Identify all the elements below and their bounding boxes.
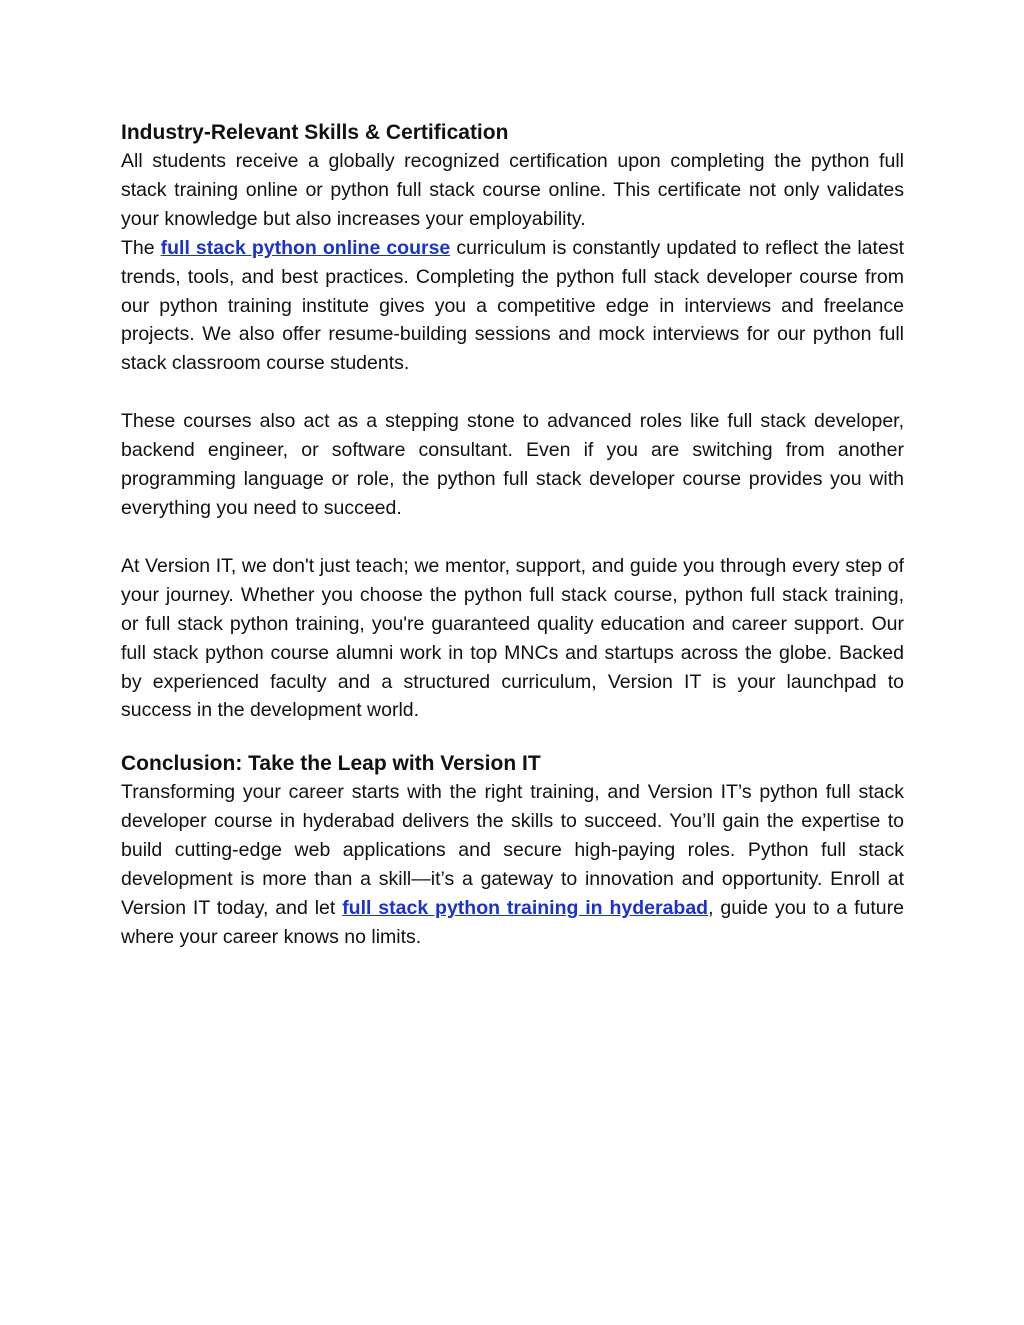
full-stack-python-training-hyderabad-link[interactable]: full stack python training in hyderabad: [342, 896, 709, 919]
paragraph-spacer: [121, 725, 904, 749]
paragraph-curriculum: [121, 234, 904, 379]
paragraph-stepping-stone: These courses also act as a stepping stone to advanced roles like full stack developer, backend engineer, or software consultant. Even if you are switching from another programming language or role, the python full stack developer course provides you with everything you need to succeed.: [121, 410, 904, 519]
paragraph-version-it: At Version IT, we don't just teach; we mentor, support, and guide you through every step of your journey. Whether you choose the python full stack course, python full stack training, or full stack python training, you're guaranteed quality education and career support. Our full stack python course alumni work in top MNCs and startups across the globe. Backed by experienced faculty and a structured curriculum, Version IT is your launchpad to success in the development world.: [121, 554, 904, 722]
full-stack-python-online-course-link[interactable]: full stack python online course: [160, 236, 451, 259]
paragraph-spacer: [121, 378, 904, 407]
paragraph-conclusion-suffix: , guide you to a future where your career knows no limits.: [121, 896, 904, 948]
paragraph-curriculum-prefix: The: [121, 236, 161, 259]
document-page: [121, 118, 904, 952]
paragraph-conclusion: [121, 778, 904, 951]
section-heading-skills: Industry-Relevant Skills & Certification: [121, 121, 509, 144]
paragraph-curriculum-suffix: curriculum is constantly updated to reflect the latest trends, tools, and best practices. Completing the python full stack developer course from our python training institute gives you a competitive edge in interviews and freelance projects. We also offer resume-building sessions and mock interviews for our python full stack classroom course students.: [121, 236, 904, 375]
paragraph-conclusion-prefix: Transforming your career starts with the right training, and Version IT’s python full stack developer course in hyderabad delivers the skills to succeed. You’ll gain the expertise to build cutting-edge web applications and secure high-paying roles. Python full stack development is more than a skill—it’s a gateway to innovation and opportunity. Enroll at Version IT today, and let: [121, 781, 904, 919]
paragraph-certification: All students receive a globally recognized certification upon completing the python full stack training online or python full stack course online. This certificate not only validates your knowledge but also increases your employability.: [121, 150, 904, 230]
section-heading-conclusion: Conclusion: Take the Leap with Version IT: [121, 752, 541, 776]
paragraph-spacer: [121, 523, 904, 552]
